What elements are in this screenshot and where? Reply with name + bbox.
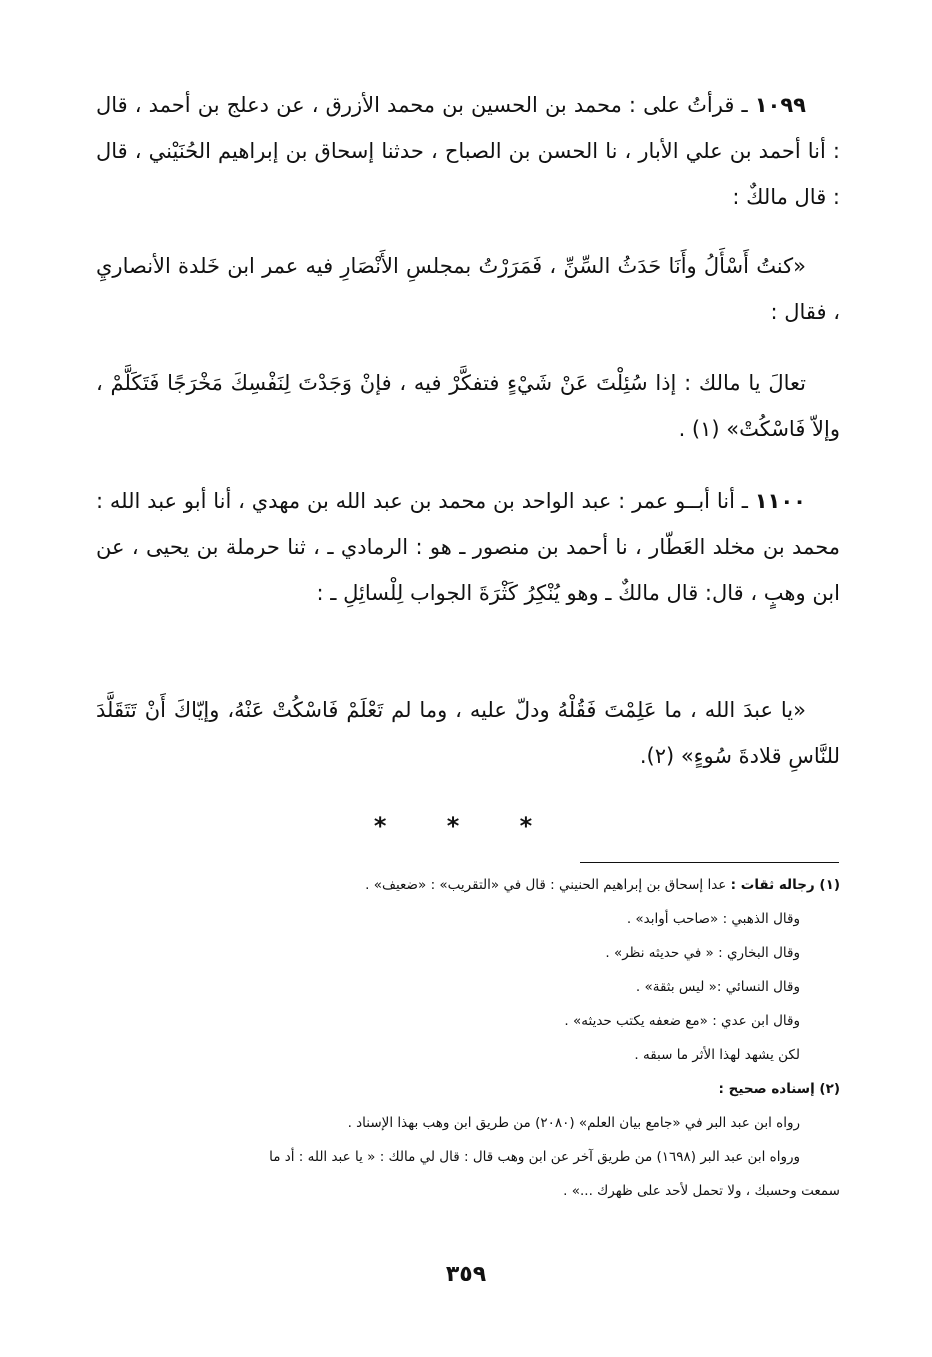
entry-text: ـ أنا أبــو عمر : عبد الواحد بن محمد بن عبد الله بن مهدي ، أنا أبو عبد الله : محمد بن مخلد العَطّار ، نا أحمد بن منصور ـ هو : الرمادي ـ ، ثنا حرملة بن يحيى ، عن ابن وهبٍ ، قال: قال مالكٌ ـ وهو يُنْكِرُ كَثْرَةَ الجواب لِلْسائِلِ ـ : — [96, 489, 840, 605]
entry-1099-quote-1 — [96, 243, 840, 335]
footnote-2-label: (٢) إسناده صحيح : — [718, 1081, 840, 1097]
entry-1099-quote-2 — [96, 360, 840, 452]
page-number: ٣٥٩ — [445, 1262, 487, 1287]
footnote-line: وقال البخاري : « في حديثه نظر» . — [605, 945, 800, 961]
entry-1100-paragraph — [96, 478, 840, 616]
footnote-line: سمعت وحسبك ، ولا تحمل لأحد على ظهرك ...» . — [563, 1183, 840, 1199]
footnote-line: وقال الذهبي : «صاحب أوابد» . — [626, 911, 800, 927]
footnote-1-head — [96, 868, 840, 902]
footnote-line: ورواه ابن عبد البر (١٦٩٨) من طريق آخر عن ابن وهب قال : قال لي مالك : « يا عبد الله : أد ما — [269, 1149, 800, 1165]
footnote-line: لكن يشهد لهذا الأثر ما سبقه . — [634, 1047, 800, 1063]
entry-number: ١١٠٠ — [754, 489, 806, 513]
footnote-rule — [580, 862, 839, 863]
quote-paragraph: تعالَ يا مالك : إذا سُئِلْتَ عَنْ شَيْءٍ فتفكَّرْ فيه ، فإنْ وَجَدْتَ لِنَفْسِكَ مَخْرَجًا فَتَكَلَّمْ ، وإلاّ فَاسْكُتْ» (١) . — [96, 371, 840, 441]
footnote-1-label: (١) رجاله ثقات : — [730, 877, 840, 893]
entry-text: ـ قرأتُ على : محمد بن الحسين بن محمد الأزرق ، عن دعلج بن أحمد ، قال : أنا أحمد بن علي الأبار ، نا الحسن بن الصباح ، حدثنا إسحاق بن إبراهيم الحُنَيْني ، قال : قال مالكٌ : — [96, 93, 840, 209]
quote-paragraph: «كنتُ أَسْأَلُ وأَنَا حَدَثُ السِّنِّ ، فَمَرَرْتُ بمجلسِ الأَنْصَارِ فيه عمر ابن خَلدة الأنصاريِ ، فقال : — [96, 254, 840, 324]
quote-paragraph: «يا عبدَ الله ، ما عَلِمْتَ فَقُلْهُ ودلّ عليه ، وما لم تَعْلَمْ فَاسْكُتْ عَنْهُ، وإيّاكَ أَنْ تَتَقَلَّدَ للنَّاسِ قلادةَ سُوءٍ» (٢). — [96, 698, 840, 768]
entry-number: ١٠٩٩ — [754, 93, 806, 117]
footnotes — [96, 868, 840, 1208]
entry-1099 — [96, 82, 840, 220]
section-separator: * * * — [373, 812, 559, 840]
footnote-1-text: عدا إسحاق بن إبراهيم الحنيني : قال في «التقريب» : «ضعيف» . — [365, 877, 727, 893]
entry-1099-paragraph — [96, 82, 840, 220]
footnote-line: وقال ابن عدي : «مع ضعفه يكتب حديثه» . — [564, 1013, 800, 1029]
footnote-line: رواه ابن عبد البر في «جامع بيان العلم» (٢٠٨٠) من طريق ابن وهب بهذا الإسناد . — [347, 1115, 800, 1131]
entry-1100 — [96, 478, 840, 616]
entry-1100-quote — [96, 687, 840, 779]
footnote-line: وقال النسائي :« ليس بثقة» . — [635, 979, 800, 995]
